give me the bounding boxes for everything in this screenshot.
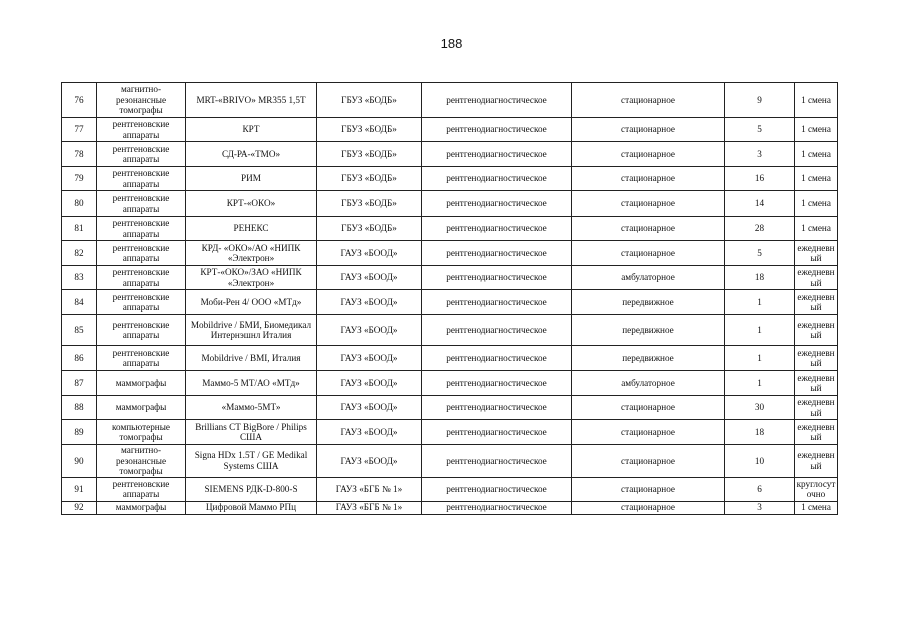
row-number-cell: 81 bbox=[62, 217, 97, 241]
quantity-cell: 3 bbox=[725, 501, 795, 514]
organization-cell: ГБУЗ «БОДБ» bbox=[317, 142, 422, 167]
table-body bbox=[62, 83, 838, 515]
equipment-model-cell: Маммо-5 МТ/АО «МТд» bbox=[186, 371, 317, 396]
quantity-cell: 14 bbox=[725, 191, 795, 217]
table-row bbox=[62, 118, 838, 142]
operating-mode-cell: стационарное bbox=[572, 501, 725, 514]
work-shift-cell: ежедневный bbox=[795, 420, 838, 445]
row-number-cell: 91 bbox=[62, 477, 97, 501]
row-number-cell: 76 bbox=[62, 83, 97, 118]
organization-cell: ГАУЗ «БООД» bbox=[317, 420, 422, 445]
work-shift-cell: 1 смена bbox=[795, 83, 838, 118]
work-shift-cell: ежедневный bbox=[795, 266, 838, 290]
equipment-type-cell: рентгеновские аппараты bbox=[97, 167, 186, 191]
equipment-type-cell: маммографы bbox=[97, 501, 186, 514]
work-shift-cell: ежедневный bbox=[795, 290, 838, 315]
work-shift-cell: ежедневный bbox=[795, 241, 838, 266]
equipment-type-cell: рентгеновские аппараты bbox=[97, 315, 186, 346]
table-row bbox=[62, 420, 838, 445]
row-number-cell: 85 bbox=[62, 315, 97, 346]
quantity-cell: 28 bbox=[725, 217, 795, 241]
operating-mode-cell: стационарное bbox=[572, 217, 725, 241]
equipment-type-cell: рентгеновские аппараты bbox=[97, 142, 186, 167]
quantity-cell: 9 bbox=[725, 83, 795, 118]
table-row bbox=[62, 83, 838, 118]
work-shift-cell: круглосуточно bbox=[795, 477, 838, 501]
quantity-cell: 1 bbox=[725, 290, 795, 315]
operating-mode-cell: стационарное bbox=[572, 167, 725, 191]
work-shift-cell: ежедневный bbox=[795, 445, 838, 478]
row-number-cell: 80 bbox=[62, 191, 97, 217]
row-number-cell: 77 bbox=[62, 118, 97, 142]
equipment-table bbox=[61, 82, 838, 515]
work-shift-cell: 1 смена bbox=[795, 217, 838, 241]
organization-cell: ГАУЗ «БГБ № 1» bbox=[317, 501, 422, 514]
equipment-type-cell: рентгеновские аппараты bbox=[97, 477, 186, 501]
operating-mode-cell: амбулаторное bbox=[572, 371, 725, 396]
row-number-cell: 79 bbox=[62, 167, 97, 191]
table-row bbox=[62, 315, 838, 346]
equipment-model-cell: КРТ-«ОКО» bbox=[186, 191, 317, 217]
equipment-type-cell: рентгеновские аппараты bbox=[97, 241, 186, 266]
quantity-cell: 6 bbox=[725, 477, 795, 501]
quantity-cell: 18 bbox=[725, 420, 795, 445]
quantity-cell: 3 bbox=[725, 142, 795, 167]
quantity-cell: 1 bbox=[725, 315, 795, 346]
purpose-cell: рентгенодиагностическое bbox=[422, 396, 572, 420]
equipment-model-cell: MRT-«BRIVO» MR355 1,5T bbox=[186, 83, 317, 118]
work-shift-cell: 1 смена bbox=[795, 118, 838, 142]
equipment-model-cell: КРД- «ОКО»/АО «НИПК «Электрон» bbox=[186, 241, 317, 266]
quantity-cell: 1 bbox=[725, 346, 795, 371]
equipment-model-cell: КРТ bbox=[186, 118, 317, 142]
equipment-model-cell: КРТ-«ОКО»/ЗАО «НИПК «Электрон» bbox=[186, 266, 317, 290]
purpose-cell: рентгенодиагностическое bbox=[422, 420, 572, 445]
purpose-cell: рентгенодиагностическое bbox=[422, 266, 572, 290]
purpose-cell: рентгенодиагностическое bbox=[422, 191, 572, 217]
equipment-type-cell: рентгеновские аппараты bbox=[97, 191, 186, 217]
operating-mode-cell: стационарное bbox=[572, 445, 725, 478]
equipment-model-cell: РИМ bbox=[186, 167, 317, 191]
equipment-type-cell: компьютерные томографы bbox=[97, 420, 186, 445]
table-row bbox=[62, 290, 838, 315]
organization-cell: ГАУЗ «БООД» bbox=[317, 445, 422, 478]
table-row bbox=[62, 371, 838, 396]
organization-cell: ГАУЗ «БГБ № 1» bbox=[317, 477, 422, 501]
equipment-model-cell: Mobildrive / BMI, Италия bbox=[186, 346, 317, 371]
work-shift-cell: ежедневный bbox=[795, 396, 838, 420]
quantity-cell: 1 bbox=[725, 371, 795, 396]
table-row bbox=[62, 167, 838, 191]
operating-mode-cell: стационарное bbox=[572, 191, 725, 217]
purpose-cell: рентгенодиагностическое bbox=[422, 477, 572, 501]
equipment-model-cell: РЕНЕКС bbox=[186, 217, 317, 241]
row-number-cell: 88 bbox=[62, 396, 97, 420]
purpose-cell: рентгенодиагностическое bbox=[422, 217, 572, 241]
table-row bbox=[62, 266, 838, 290]
organization-cell: ГБУЗ «БОДБ» bbox=[317, 167, 422, 191]
quantity-cell: 5 bbox=[725, 118, 795, 142]
operating-mode-cell: стационарное bbox=[572, 396, 725, 420]
row-number-cell: 78 bbox=[62, 142, 97, 167]
row-number-cell: 84 bbox=[62, 290, 97, 315]
row-number-cell: 83 bbox=[62, 266, 97, 290]
organization-cell: ГБУЗ «БОДБ» bbox=[317, 191, 422, 217]
purpose-cell: рентгенодиагностическое bbox=[422, 118, 572, 142]
table-row bbox=[62, 142, 838, 167]
operating-mode-cell: стационарное bbox=[572, 118, 725, 142]
purpose-cell: рентгенодиагностическое bbox=[422, 501, 572, 514]
equipment-type-cell: рентгеновские аппараты bbox=[97, 266, 186, 290]
work-shift-cell: 1 смена bbox=[795, 191, 838, 217]
row-number-cell: 82 bbox=[62, 241, 97, 266]
row-number-cell: 87 bbox=[62, 371, 97, 396]
row-number-cell: 92 bbox=[62, 501, 97, 514]
table-row bbox=[62, 217, 838, 241]
quantity-cell: 18 bbox=[725, 266, 795, 290]
operating-mode-cell: передвижное bbox=[572, 346, 725, 371]
work-shift-cell: ежедневный bbox=[795, 315, 838, 346]
equipment-type-cell: маммографы bbox=[97, 396, 186, 420]
work-shift-cell: ежедневный bbox=[795, 346, 838, 371]
organization-cell: ГАУЗ «БООД» bbox=[317, 266, 422, 290]
table-row bbox=[62, 445, 838, 478]
equipment-model-cell: Моби-Рен 4/ ООО «МТд» bbox=[186, 290, 317, 315]
organization-cell: ГБУЗ «БОДБ» bbox=[317, 217, 422, 241]
equipment-model-cell: SIEMENS РДК-D-800-S bbox=[186, 477, 317, 501]
equipment-type-cell: рентгеновские аппараты bbox=[97, 118, 186, 142]
table-row bbox=[62, 346, 838, 371]
organization-cell: ГБУЗ «БОДБ» bbox=[317, 83, 422, 118]
row-number-cell: 86 bbox=[62, 346, 97, 371]
equipment-type-cell: магнитно-резонансные томографы bbox=[97, 445, 186, 478]
equipment-type-cell: маммографы bbox=[97, 371, 186, 396]
purpose-cell: рентгенодиагностическое bbox=[422, 290, 572, 315]
operating-mode-cell: стационарное bbox=[572, 477, 725, 501]
purpose-cell: рентгенодиагностическое bbox=[422, 371, 572, 396]
purpose-cell: рентгенодиагностическое bbox=[422, 445, 572, 478]
organization-cell: ГАУЗ «БООД» bbox=[317, 396, 422, 420]
equipment-model-cell: СД-РА-«ТМО» bbox=[186, 142, 317, 167]
quantity-cell: 10 bbox=[725, 445, 795, 478]
organization-cell: ГАУЗ «БООД» bbox=[317, 290, 422, 315]
operating-mode-cell: стационарное bbox=[572, 241, 725, 266]
equipment-type-cell: рентгеновские аппараты bbox=[97, 217, 186, 241]
purpose-cell: рентгенодиагностическое bbox=[422, 83, 572, 118]
organization-cell: ГАУЗ «БООД» bbox=[317, 241, 422, 266]
organization-cell: ГАУЗ «БООД» bbox=[317, 315, 422, 346]
purpose-cell: рентгенодиагностическое bbox=[422, 142, 572, 167]
operating-mode-cell: амбулаторное bbox=[572, 266, 725, 290]
quantity-cell: 16 bbox=[725, 167, 795, 191]
operating-mode-cell: стационарное bbox=[572, 83, 725, 118]
organization-cell: ГАУЗ «БООД» bbox=[317, 371, 422, 396]
operating-mode-cell: передвижное bbox=[572, 290, 725, 315]
equipment-model-cell: Mobildrive / БМИ, Биомедикал Интернэшнл Италия bbox=[186, 315, 317, 346]
table-row bbox=[62, 241, 838, 266]
work-shift-cell: 1 смена bbox=[795, 501, 838, 514]
operating-mode-cell: стационарное bbox=[572, 142, 725, 167]
purpose-cell: рентгенодиагностическое bbox=[422, 167, 572, 191]
work-shift-cell: 1 смена bbox=[795, 167, 838, 191]
table-row bbox=[62, 501, 838, 514]
equipment-model-cell: Signa HDx 1.5T / GE Medikal Systems США bbox=[186, 445, 317, 478]
table-row bbox=[62, 396, 838, 420]
purpose-cell: рентгенодиагностическое bbox=[422, 241, 572, 266]
work-shift-cell: 1 смена bbox=[795, 142, 838, 167]
purpose-cell: рентгенодиагностическое bbox=[422, 346, 572, 371]
row-number-cell: 89 bbox=[62, 420, 97, 445]
operating-mode-cell: стационарное bbox=[572, 420, 725, 445]
equipment-model-cell: Brillians CT BigBore / Philips США bbox=[186, 420, 317, 445]
row-number-cell: 90 bbox=[62, 445, 97, 478]
organization-cell: ГАУЗ «БООД» bbox=[317, 346, 422, 371]
quantity-cell: 30 bbox=[725, 396, 795, 420]
quantity-cell: 5 bbox=[725, 241, 795, 266]
equipment-type-cell: рентгеновские аппараты bbox=[97, 346, 186, 371]
table-row bbox=[62, 191, 838, 217]
operating-mode-cell: передвижное bbox=[572, 315, 725, 346]
equipment-model-cell: Цифровой Маммо РПц bbox=[186, 501, 317, 514]
organization-cell: ГБУЗ «БОДБ» bbox=[317, 118, 422, 142]
equipment-type-cell: рентгеновские аппараты bbox=[97, 290, 186, 315]
equipment-type-cell: магнитно-резонансные томографы bbox=[97, 83, 186, 118]
table-row bbox=[62, 477, 838, 501]
equipment-model-cell: «Маммо-5МТ» bbox=[186, 396, 317, 420]
purpose-cell: рентгенодиагностическое bbox=[422, 315, 572, 346]
work-shift-cell: ежедневный bbox=[795, 371, 838, 396]
page-number: 188 bbox=[440, 36, 463, 51]
